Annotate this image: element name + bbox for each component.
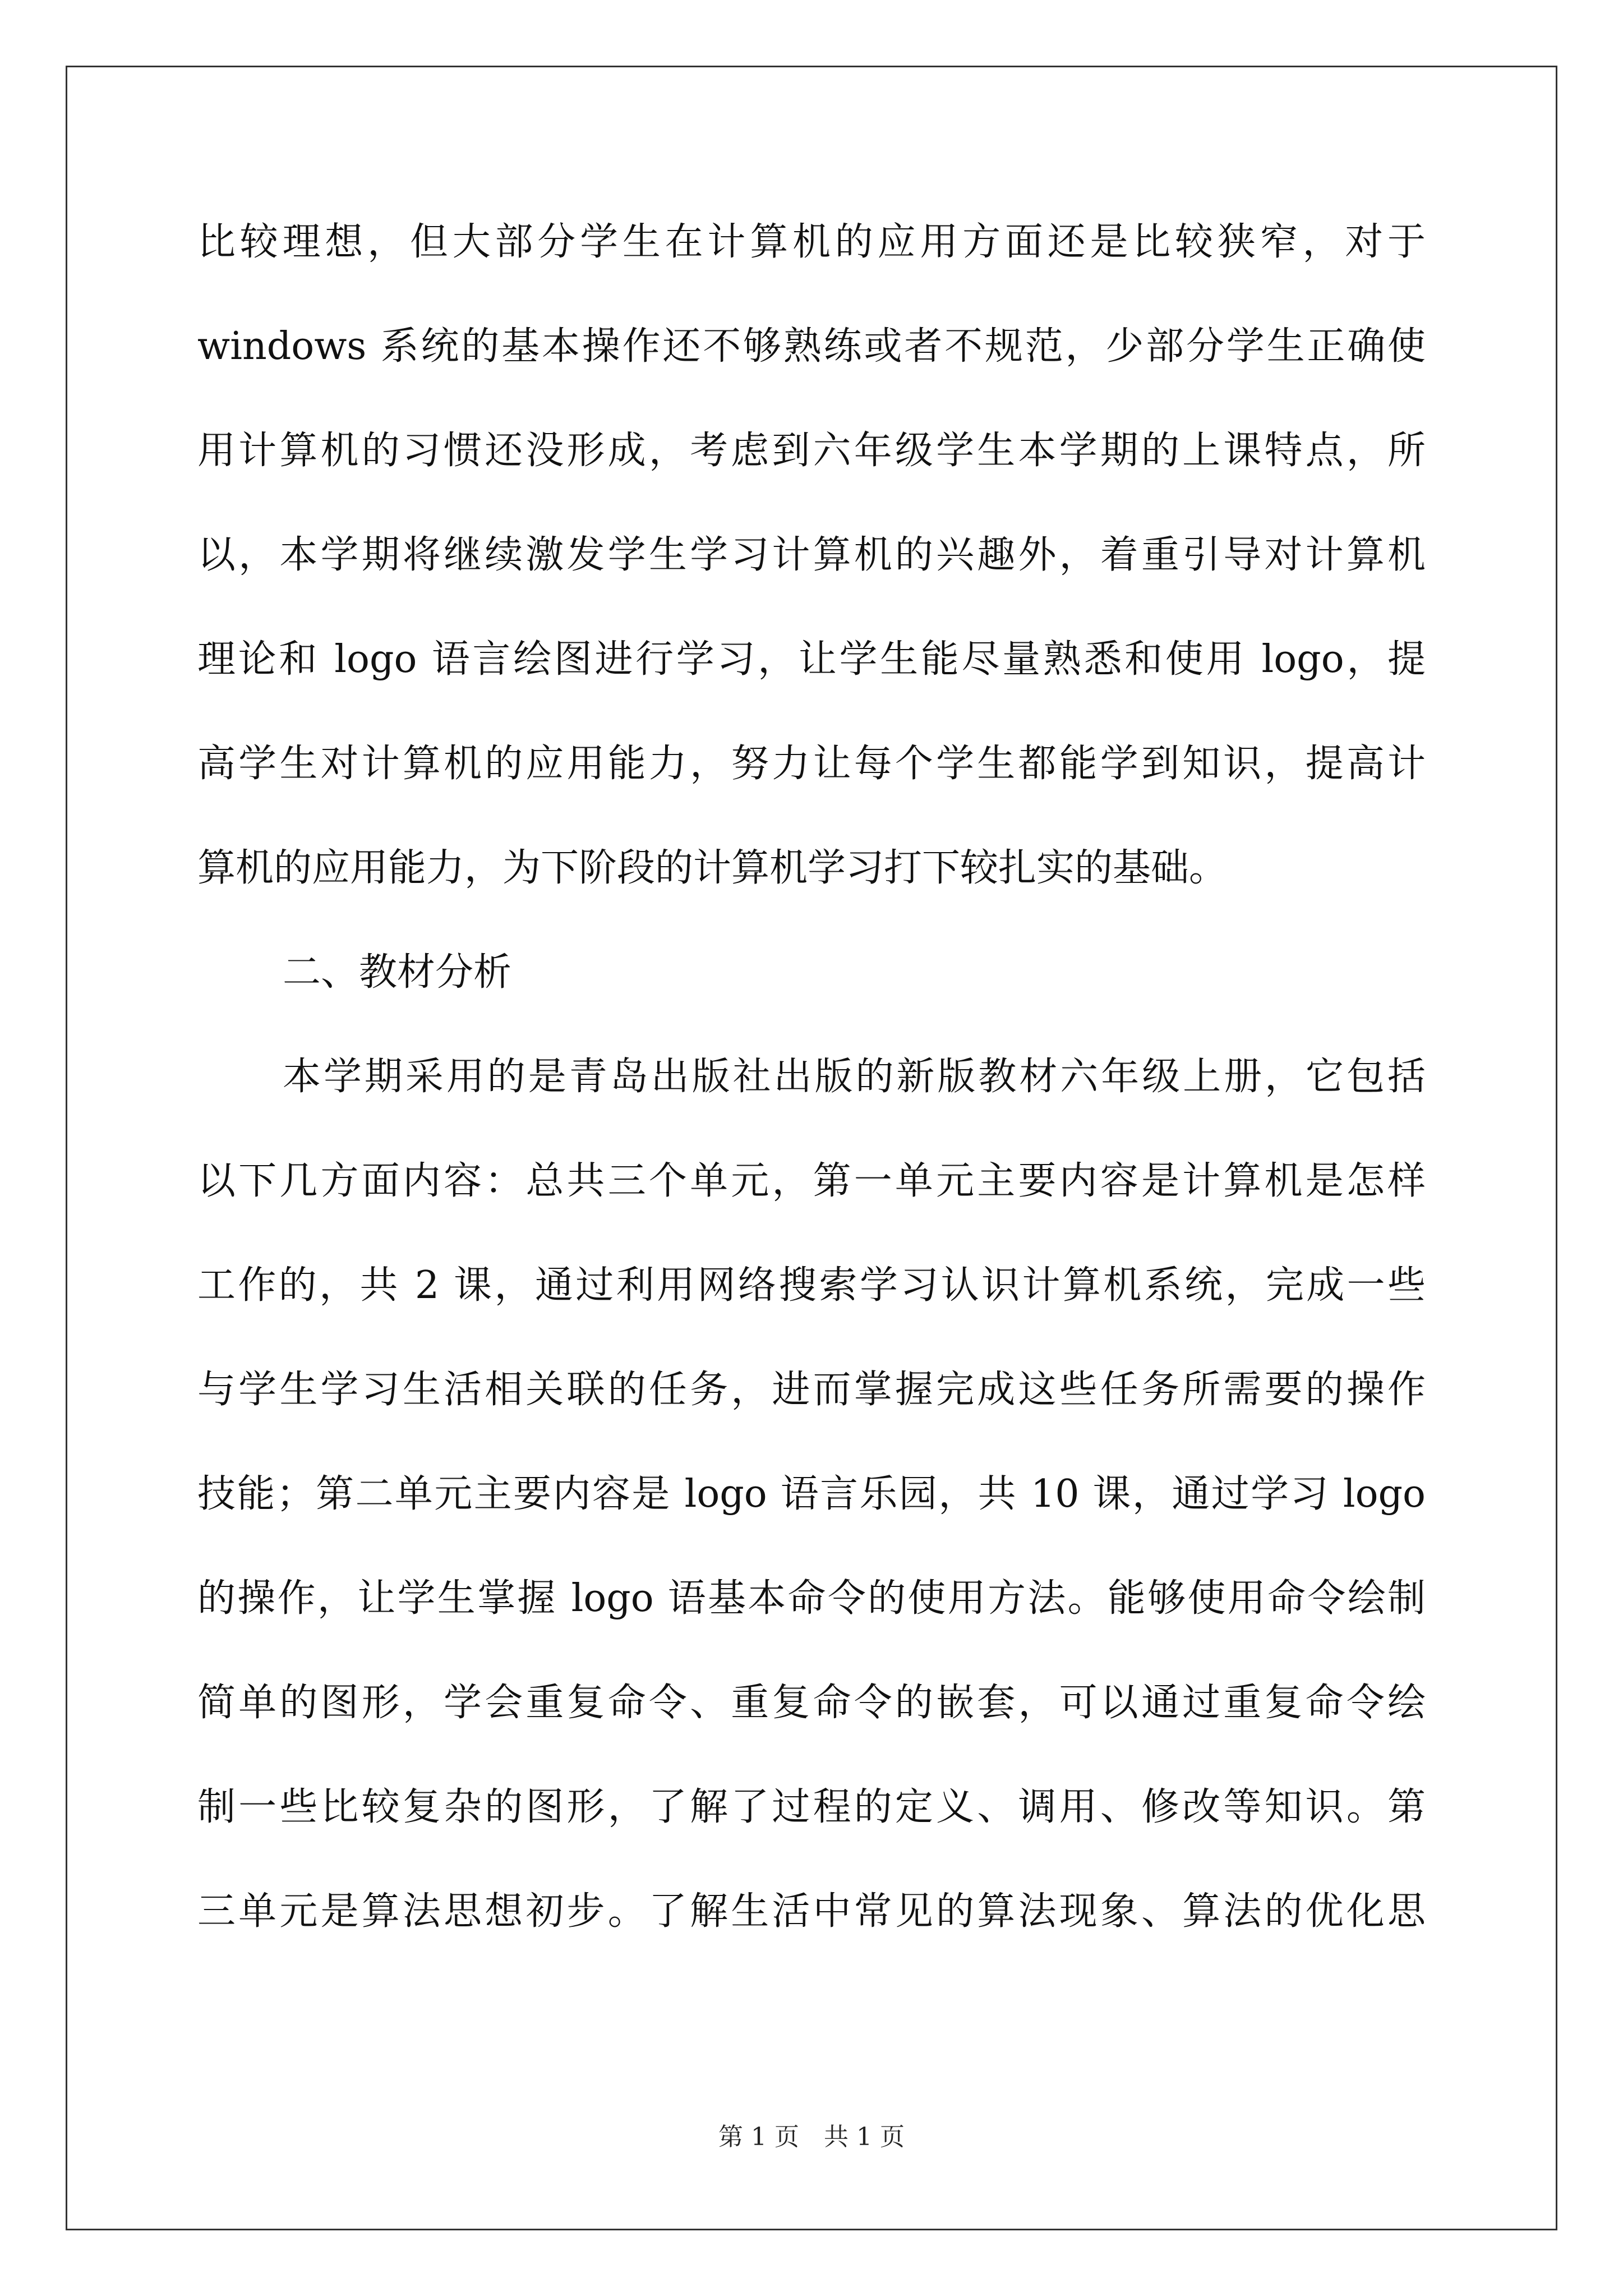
text-line: 用计算机的习惯还没形成，考虑到六年级学生本学期的上课特点，所 <box>197 429 1426 473</box>
text-line: windows 系统的基本操作还不够熟练或者不规范，少部分学生正确使 <box>197 324 1426 369</box>
text-line: 与学生学习生活相关联的任务，进而掌握完成这些任务所需要的操作 <box>197 1368 1426 1412</box>
text-line: 比较理想，但大部分学生在计算机的应用方面还是比较狭窄，对于 <box>197 220 1426 264</box>
text-line: 本学期采用的是青岛出版社出版的新版教材六年级上册，它包括 <box>283 1055 1426 1099</box>
text-line: 高学生对计算机的应用能力，努力让每个学生都能学到知识，提高计 <box>197 742 1426 786</box>
page-footer: 第 1 页 共 1 页 <box>718 2123 905 2151</box>
text-line: 简单的图形，学会重复命令、重复命令的嵌套，可以通过重复命令绘 <box>197 1681 1426 1725</box>
text-line: 制一些比较复杂的图形，了解了过程的定义、调用、修改等知识。第 <box>197 1785 1426 1829</box>
text-line: 以，本学期将继续激发学生学习计算机的兴趣外，着重引导对计算机 <box>197 533 1426 577</box>
text-line: 的操作，让学生掌握 logo 语基本命令的使用方法。能够使用命令绘制 <box>197 1576 1426 1621</box>
text-line: 以下几方面内容：总共三个单元，第一单元主要内容是计算机是怎样 <box>197 1159 1426 1203</box>
text-line: 理论和 logo 语言绘图进行学习，让学生能尽量熟悉和使用 logo，提 <box>197 637 1426 682</box>
text-line: 工作的，共 2 课，通过利用网络搜索学习认识计算机系统，完成一些 <box>197 1263 1426 1308</box>
text-line: 技能；第二单元主要内容是 logo 语言乐园，共 10 课，通过学习 logo <box>197 1472 1426 1516</box>
text-line: 三单元是算法思想初步。了解生活中常见的算法现象、算法的优化思 <box>197 1889 1426 1934</box>
text-line: 算机的应用能力，为下阶段的计算机学习打下较扎实的基础。 <box>197 846 1228 890</box>
text-line: 二、教材分析 <box>283 950 512 995</box>
